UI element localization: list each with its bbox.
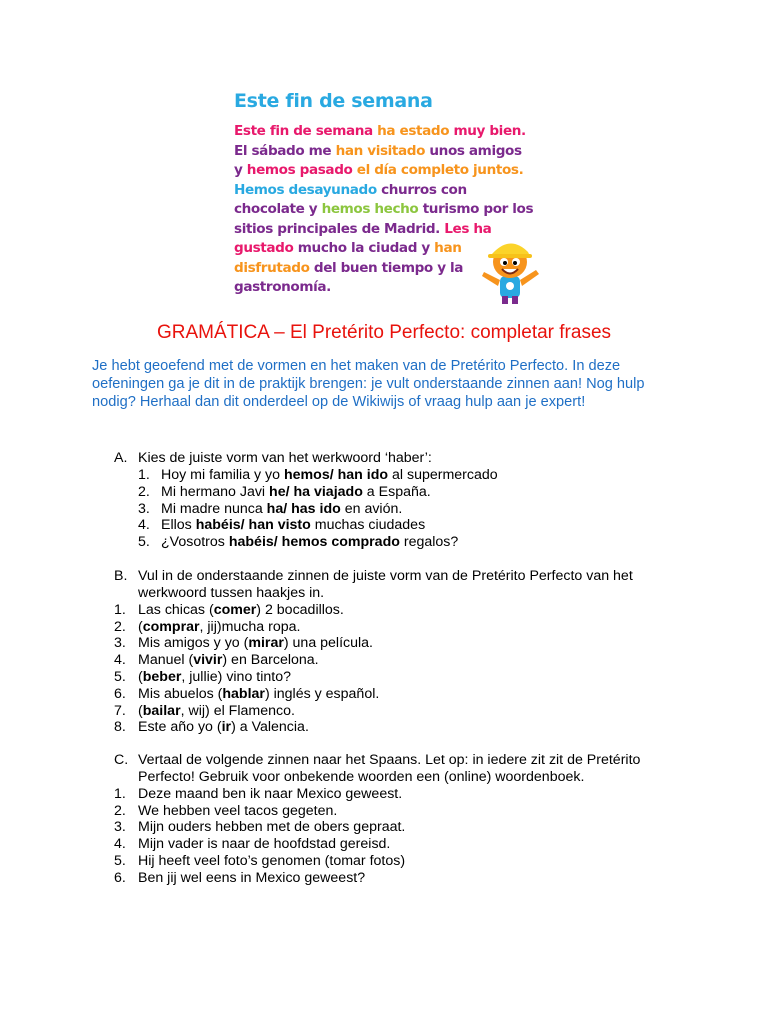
verb-form: mirar <box>248 635 284 652</box>
exercise-item <box>114 786 674 803</box>
item-text: Mijn vader is naar de hoofdstad gereisd. <box>138 836 391 853</box>
story-segment: turismo por los sitios principales de Madrid. <box>234 201 534 237</box>
item-text: ¿Vosotros <box>161 534 229 551</box>
story-segment: han disfrutado <box>234 240 462 276</box>
section-letter: B. <box>114 568 128 584</box>
item-text: en avión. <box>340 500 403 517</box>
exercise-section-a <box>114 450 674 551</box>
story-segment: muy bien. <box>449 123 526 139</box>
verb-form: vivir <box>193 652 223 669</box>
verb-form: habéis/ hemos comprado <box>228 534 400 551</box>
exercise-item <box>114 534 674 551</box>
item-number: 6. <box>114 869 126 886</box>
section-letter: A. <box>114 450 128 466</box>
item-number: 2. <box>114 618 126 635</box>
item-text: Ellos <box>161 517 196 534</box>
item-number: 7. <box>114 702 126 719</box>
item-text: Manuel ( <box>138 652 194 669</box>
exercise-item <box>114 652 674 669</box>
item-text: Las chicas ( <box>138 601 214 618</box>
exercise-item <box>114 467 674 484</box>
story-segment: Hemos desayunado <box>234 181 377 198</box>
verb-form: hablar <box>222 685 265 702</box>
exercise-item <box>114 703 674 720</box>
item-text: ( <box>138 618 143 635</box>
item-text: Hoy mi familia y yo <box>161 466 284 483</box>
item-text: ( <box>138 669 143 685</box>
item-text: Mis abuelos ( <box>138 685 223 702</box>
section-prompt: Vul in de onderstaande zinnen de juiste vorm van de Pretérito Perfecto van het werkwoord tussen haakjes in. <box>138 568 633 601</box>
item-text: ) a Valencia. <box>231 719 309 736</box>
exercise-item <box>114 517 674 534</box>
story-illustration <box>226 86 542 306</box>
item-number: 4. <box>138 517 150 534</box>
item-number: 4. <box>114 652 126 669</box>
exercise-item <box>114 501 674 518</box>
exercise-item <box>114 602 674 619</box>
verb-form: bailar <box>142 702 181 719</box>
item-text: Mi hermano Javi <box>161 483 270 500</box>
section-prompt: Kies de juiste vorm van het werkwoord ‘haber’: <box>138 450 432 466</box>
item-text: ) 2 bocadillos. <box>256 601 344 618</box>
story-segment: han visitado <box>335 142 426 159</box>
verb-form: hemos/ han ido <box>283 466 389 483</box>
exercise-item <box>114 803 674 820</box>
item-number: 4. <box>114 836 126 853</box>
verb-form: ir <box>221 719 232 736</box>
story-segment: hemos hecho <box>321 201 419 217</box>
item-number: 1. <box>114 785 126 802</box>
item-number: 3. <box>114 819 126 836</box>
verb-form: comer <box>213 601 257 618</box>
item-text: , wij) el Flamenco. <box>180 702 295 719</box>
exercise-section-b <box>114 568 674 736</box>
page-title: GRAMÁTICA – El Pretérito Perfecto: completar frases <box>156 322 612 343</box>
exercise-list-b <box>114 602 674 736</box>
section-letter: C. <box>114 752 129 768</box>
exercise-item <box>114 836 674 853</box>
story-segment: churros con chocolate y <box>234 181 467 217</box>
story-segment: mucho la ciudad y <box>293 240 435 256</box>
exercise-section-c <box>114 752 674 887</box>
exercise-item <box>114 669 674 686</box>
item-text: , jij)mucha ropa. <box>199 618 301 635</box>
item-text: Mi madre nunca <box>161 500 267 517</box>
item-text: Este año yo ( <box>138 719 222 736</box>
verb-form: habéis/ han visto <box>195 517 311 534</box>
story-segment: unos amigos y <box>234 142 522 178</box>
mascot-character-icon <box>476 232 542 306</box>
item-text: muchas ciudades <box>310 517 426 534</box>
story-segment: el día completo juntos. <box>352 162 524 178</box>
item-number: 5. <box>114 853 126 869</box>
item-number: 3. <box>138 500 150 517</box>
verb-form: beber <box>142 669 182 685</box>
item-text: ( <box>138 702 143 719</box>
item-number: 5. <box>138 534 150 551</box>
story-segment: del buen tiempo y la gastronomía. <box>234 259 464 295</box>
exercise-item <box>114 853 674 870</box>
item-number: 1. <box>114 601 126 618</box>
item-text: , jullie) vino tinto? <box>181 669 291 685</box>
item-number: 2. <box>114 802 126 819</box>
intro-paragraph: Je hebt geoefend met de vormen en het maken van de Pretérito Perfecto. In deze oefeningen ga je dit in de praktijk brengen: je vult onderstaande zinnen aan! Nog hulp nodig? Herhaal dan dit onderdeel op de Wikiwijs of vraag hulp aan je expert! <box>92 358 645 411</box>
item-text: We hebben veel tacos gegeten. <box>138 802 338 819</box>
item-number: 5. <box>114 669 126 685</box>
item-number: 8. <box>114 719 126 736</box>
exercise-list-a <box>114 467 674 551</box>
item-text: regalos? <box>399 534 459 551</box>
item-number: 1. <box>138 466 150 483</box>
item-text: Hij heeft veel foto’s genomen (tomar fotos) <box>138 853 406 869</box>
item-text: Mijn ouders hebben met de obers gepraat. <box>138 819 406 836</box>
section-prompt: Vertaal de volgende zinnen naar het Spaans. Let op: in iedere zit zit de Pretérito Perfecto! Gebruik voor onbekende woorden een (online) woordenboek. <box>138 752 641 785</box>
item-text: Ben jij wel eens in Mexico geweest? <box>138 869 366 886</box>
item-text: al supermercado <box>388 466 498 483</box>
exercise-list-c <box>114 786 674 887</box>
exercise-item <box>114 619 674 636</box>
item-number: 2. <box>138 483 150 500</box>
item-text: ) inglés y español. <box>264 685 380 702</box>
item-text: Mis amigos y yo ( <box>138 635 249 652</box>
story-segment: hemos pasado <box>246 162 353 178</box>
verb-form: comprar <box>142 618 200 635</box>
item-number: 6. <box>114 685 126 702</box>
exercise-item <box>114 635 674 652</box>
item-text: Deze maand ben ik naar Mexico geweest. <box>138 785 403 802</box>
story-segment: Les ha gustado <box>234 220 492 256</box>
item-number: 3. <box>114 635 126 652</box>
item-text: a España. <box>362 483 431 500</box>
exercise-item <box>114 819 674 836</box>
verb-form: ha/ has ido <box>266 500 341 517</box>
item-text: ) una película. <box>283 635 373 652</box>
item-text: ) en Barcelona. <box>222 652 319 669</box>
exercise-item <box>114 484 674 501</box>
story-segment: El sábado me <box>234 142 336 159</box>
exercise-item <box>114 686 674 703</box>
exercise-item <box>114 719 674 736</box>
story-segment: ha estado <box>377 123 450 139</box>
illustration-title: Este fin de semana <box>234 90 433 112</box>
exercise-item <box>114 870 674 887</box>
story-segment: Este fin de semana <box>234 123 378 139</box>
verb-form: he/ ha viajado <box>269 483 363 500</box>
